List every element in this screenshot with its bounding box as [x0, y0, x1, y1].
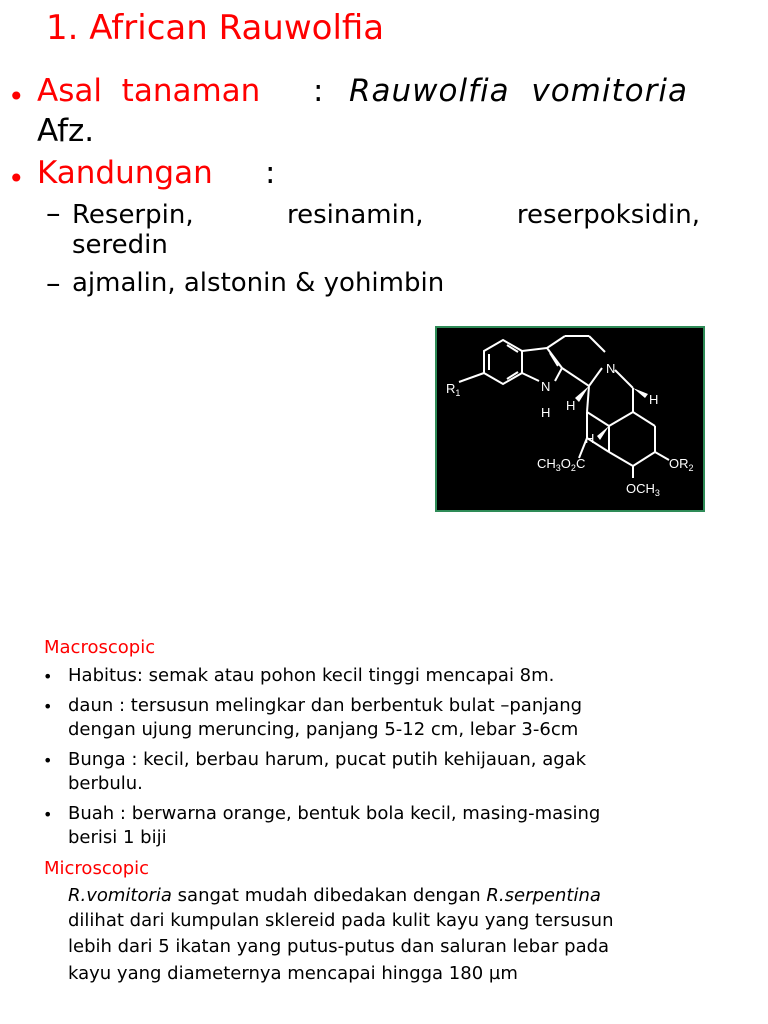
kandungan-item2: ajmalin, alstonin & yohimbin — [72, 268, 445, 298]
dash-item2: – — [46, 266, 61, 300]
label-n-ring: N — [606, 361, 616, 376]
label-ester-a: CH — [537, 456, 556, 471]
bullet-macro-2: • — [43, 697, 53, 716]
micro-line-1 — [68, 885, 601, 906]
bullet-asal: • — [8, 80, 25, 113]
species-serpentina: R.serpentina — [486, 885, 601, 906]
label-h-right: H — [649, 392, 659, 407]
label-ester-c: O — [560, 456, 571, 471]
asal-colon: : — [313, 73, 324, 109]
label-or-a: OR — [669, 456, 689, 471]
bullet-macro-1: • — [43, 667, 53, 686]
svg-text:OR2 — [669, 456, 694, 473]
macro-item-3-line-2: berbulu. — [68, 773, 143, 794]
macro-item-4-line-2: berisi 1 biji — [68, 827, 167, 848]
macro-item-4-line-1: Buah : berwarna orange, bentuk bola kecil, masing-masing — [68, 803, 601, 824]
kandungan-colon: : — [265, 155, 276, 191]
asal-author: Afz. — [37, 113, 95, 149]
macro-item-1-line-1: Habitus: semak atau pohon kecil tinggi mencapai 8m. — [68, 665, 555, 686]
kandungan-item1-line2: seredin — [72, 230, 168, 260]
asal-label: Asal tanaman — [37, 73, 261, 109]
micro-line-4: kayu yang diameternya mencapai hingga 180 µm — [68, 963, 518, 984]
micro-text: sangat mudah dibedakan dengan — [171, 885, 487, 906]
label-h-indole: H — [541, 405, 551, 420]
compound-word: reserpoksidin, — [516, 200, 700, 230]
bullet-macro-4: • — [43, 805, 53, 824]
svg-text:OCH3 — [626, 481, 660, 498]
label-h-mid: H — [585, 431, 595, 446]
label-och-b: 3 — [654, 488, 660, 498]
dash-item1: – — [46, 196, 61, 230]
species-vomitoria: R.vomitoria — [68, 885, 172, 906]
kandungan-label: Kandungan — [37, 155, 213, 191]
label-ester-d: 2 — [570, 463, 576, 473]
bullet-macro-3: • — [43, 751, 53, 770]
micro-line-2: dilihat dari kumpulan sklereid pada kulit kayu yang tersusun — [68, 910, 614, 931]
label-och-a: OCH — [626, 481, 655, 496]
label-r1: R — [446, 381, 456, 396]
label-h-left: H — [566, 398, 576, 413]
microscopic-heading: Microscopic — [44, 858, 150, 879]
macroscopic-heading: Macroscopic — [44, 637, 156, 658]
asal-line — [37, 73, 260, 109]
svg-text:CH3O2C — [537, 456, 585, 473]
label-ester-b: 3 — [555, 463, 561, 473]
yohimbane-structure-drawing — [437, 328, 703, 510]
label-ester-e: C — [575, 456, 586, 471]
macro-item-3-line-1: Bunga : kecil, berbau harum, pucat putih kehijauan, agak — [68, 749, 587, 770]
label-n-indole: N — [541, 379, 551, 394]
compound-word: Reserpin, — [72, 200, 194, 230]
label-r1-sub: 1 — [455, 388, 461, 398]
compound-word: resinamin, — [286, 200, 424, 230]
label-or-b: 2 — [688, 463, 694, 473]
chemical-structure-image — [437, 328, 703, 510]
kandungan-item1-line1 — [72, 200, 700, 230]
asal-species: Rauwolfia vomitoria — [349, 73, 688, 109]
svg-text:R1 — [446, 381, 460, 398]
micro-line-3: lebih dari 5 ikatan yang putus-putus dan saluran lebar pada — [68, 936, 610, 957]
macro-item-2-line-1: daun : tersusun melingkar dan berbentuk bulat –panjang — [68, 695, 583, 716]
macro-item-2-line-2: dengan ujung meruncing, panjang 5-12 cm, lebar 3-6cm — [68, 719, 579, 740]
bullet-kandungan: • — [8, 162, 25, 195]
slide-title: 1. African Rauwolfia — [46, 8, 385, 48]
